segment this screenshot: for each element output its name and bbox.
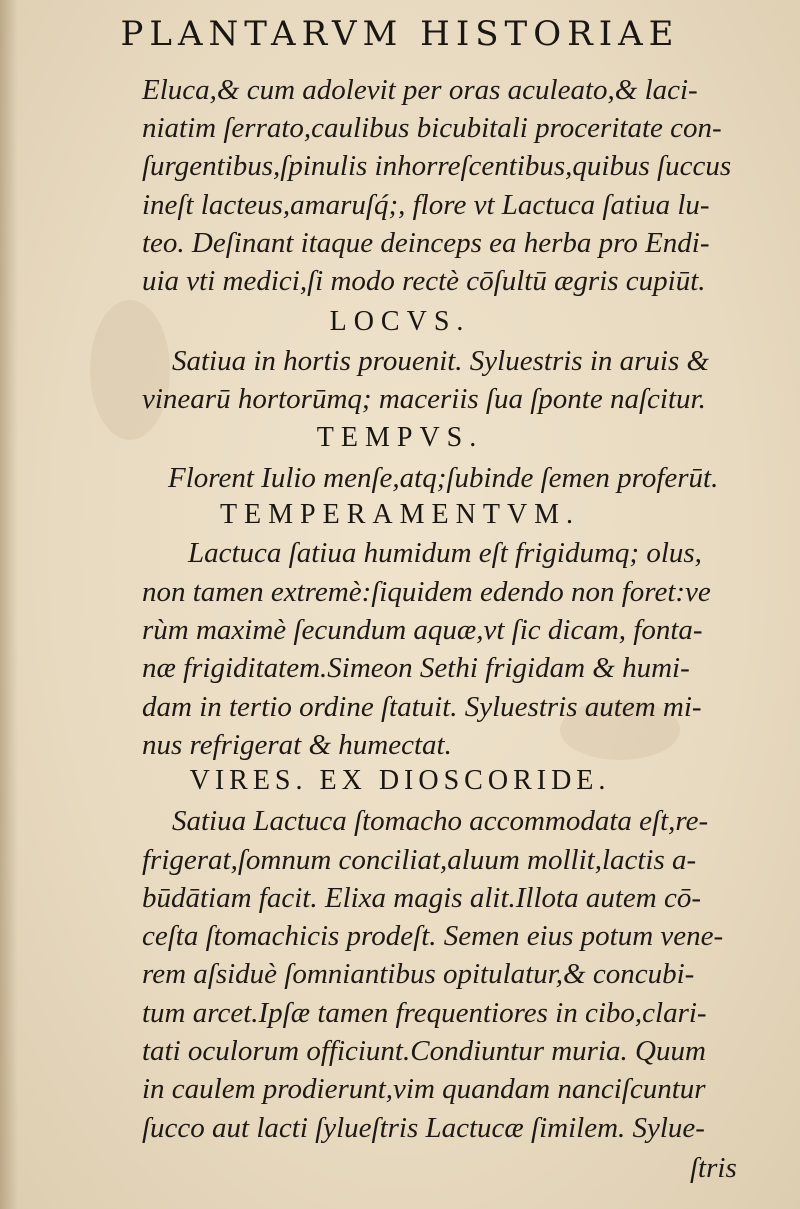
text-line: vinearū hortorūmq; maceriis ſua ſponte naſcitur.	[142, 383, 706, 415]
text-line: tati oculorum officiunt.Condiuntur muria. Quum	[142, 1035, 706, 1067]
section-heading-temperamentum: TEMPERAMENTVM.	[219, 499, 581, 530]
catchword: ſtris	[690, 1152, 737, 1184]
text-line: ceſta ſtomachicis prodeſt. Semen eius potum vene-	[142, 920, 724, 952]
text-line: non tamen extremè:ſiquidem edendo non foret:ve	[142, 576, 711, 608]
text-line: Lactuca ſatiua humidum eſt frigidumq; olus,	[188, 537, 702, 569]
page-binding-shadow	[0, 0, 18, 1209]
text-line: būdātiam facit. Elixa magis alit.Illota autem cō-	[142, 882, 701, 914]
text-line: ſurgentibus,ſpinulis inhorreſcentibus,quibus ſuccus	[142, 150, 732, 182]
text-line: frigerat,ſomnum conciliat,aluum mollit,lactis a-	[142, 844, 697, 876]
text-line: nus refrigerat & humectat.	[142, 729, 452, 761]
text-line: in caulem prodierunt,vim quandam nanciſcuntur	[142, 1073, 706, 1105]
section-heading-locus: LOCVS.	[329, 306, 471, 337]
text-line: niatim ſerrato,caulibus bicubitali proceritate con-	[142, 112, 722, 144]
text-line: rem aſsiduè ſomniantibus opitulatur,& concubi-	[142, 958, 695, 990]
text-line: næ frigiditatem.Simeon Sethi frigidam & humi-	[142, 652, 690, 684]
text-line: dam in tertio ordine ſtatuit. Syluestris autem mi-	[142, 691, 702, 723]
text-line: Eluca,& cum adolevit per oras aculeato,& laci-	[142, 74, 698, 106]
text-line: Satiua in hortis prouenit. Syluestris in aruis &	[172, 345, 710, 377]
section-heading-tempus: TEMPVS.	[316, 422, 484, 453]
section-heading-vires: VIRES. EX DIOSCORIDE.	[189, 765, 611, 796]
text-line: Florent Iulio menſe,atq;ſubinde ſemen proferūt.	[168, 462, 719, 494]
text-line: ſucco aut lacti ſylueſtris Lactucæ ſimilem. Sylue-	[142, 1112, 705, 1144]
text-line: rùm maximè ſecundum aquæ,vt ſic dicam, fonta-	[142, 614, 703, 646]
text-line: teo. Deſinant itaque deinceps ea herba pro Endi-	[142, 227, 710, 259]
text-line: tum arcet.Ipſæ tamen frequentiores in cibo,clari-	[142, 997, 707, 1029]
text-line: uia vti medici,ſi modo rectè cōſultū ægris cupiūt.	[142, 265, 706, 297]
text-line: Satiua Lactuca ſtomacho accommodata eſt,re-	[172, 805, 709, 837]
text-line: ineſt lacteus,amaruſq́;, flore vt Lactuca ſatiua lu-	[142, 189, 710, 221]
running-head: PLANTARVM HISTORIAE	[120, 14, 680, 54]
